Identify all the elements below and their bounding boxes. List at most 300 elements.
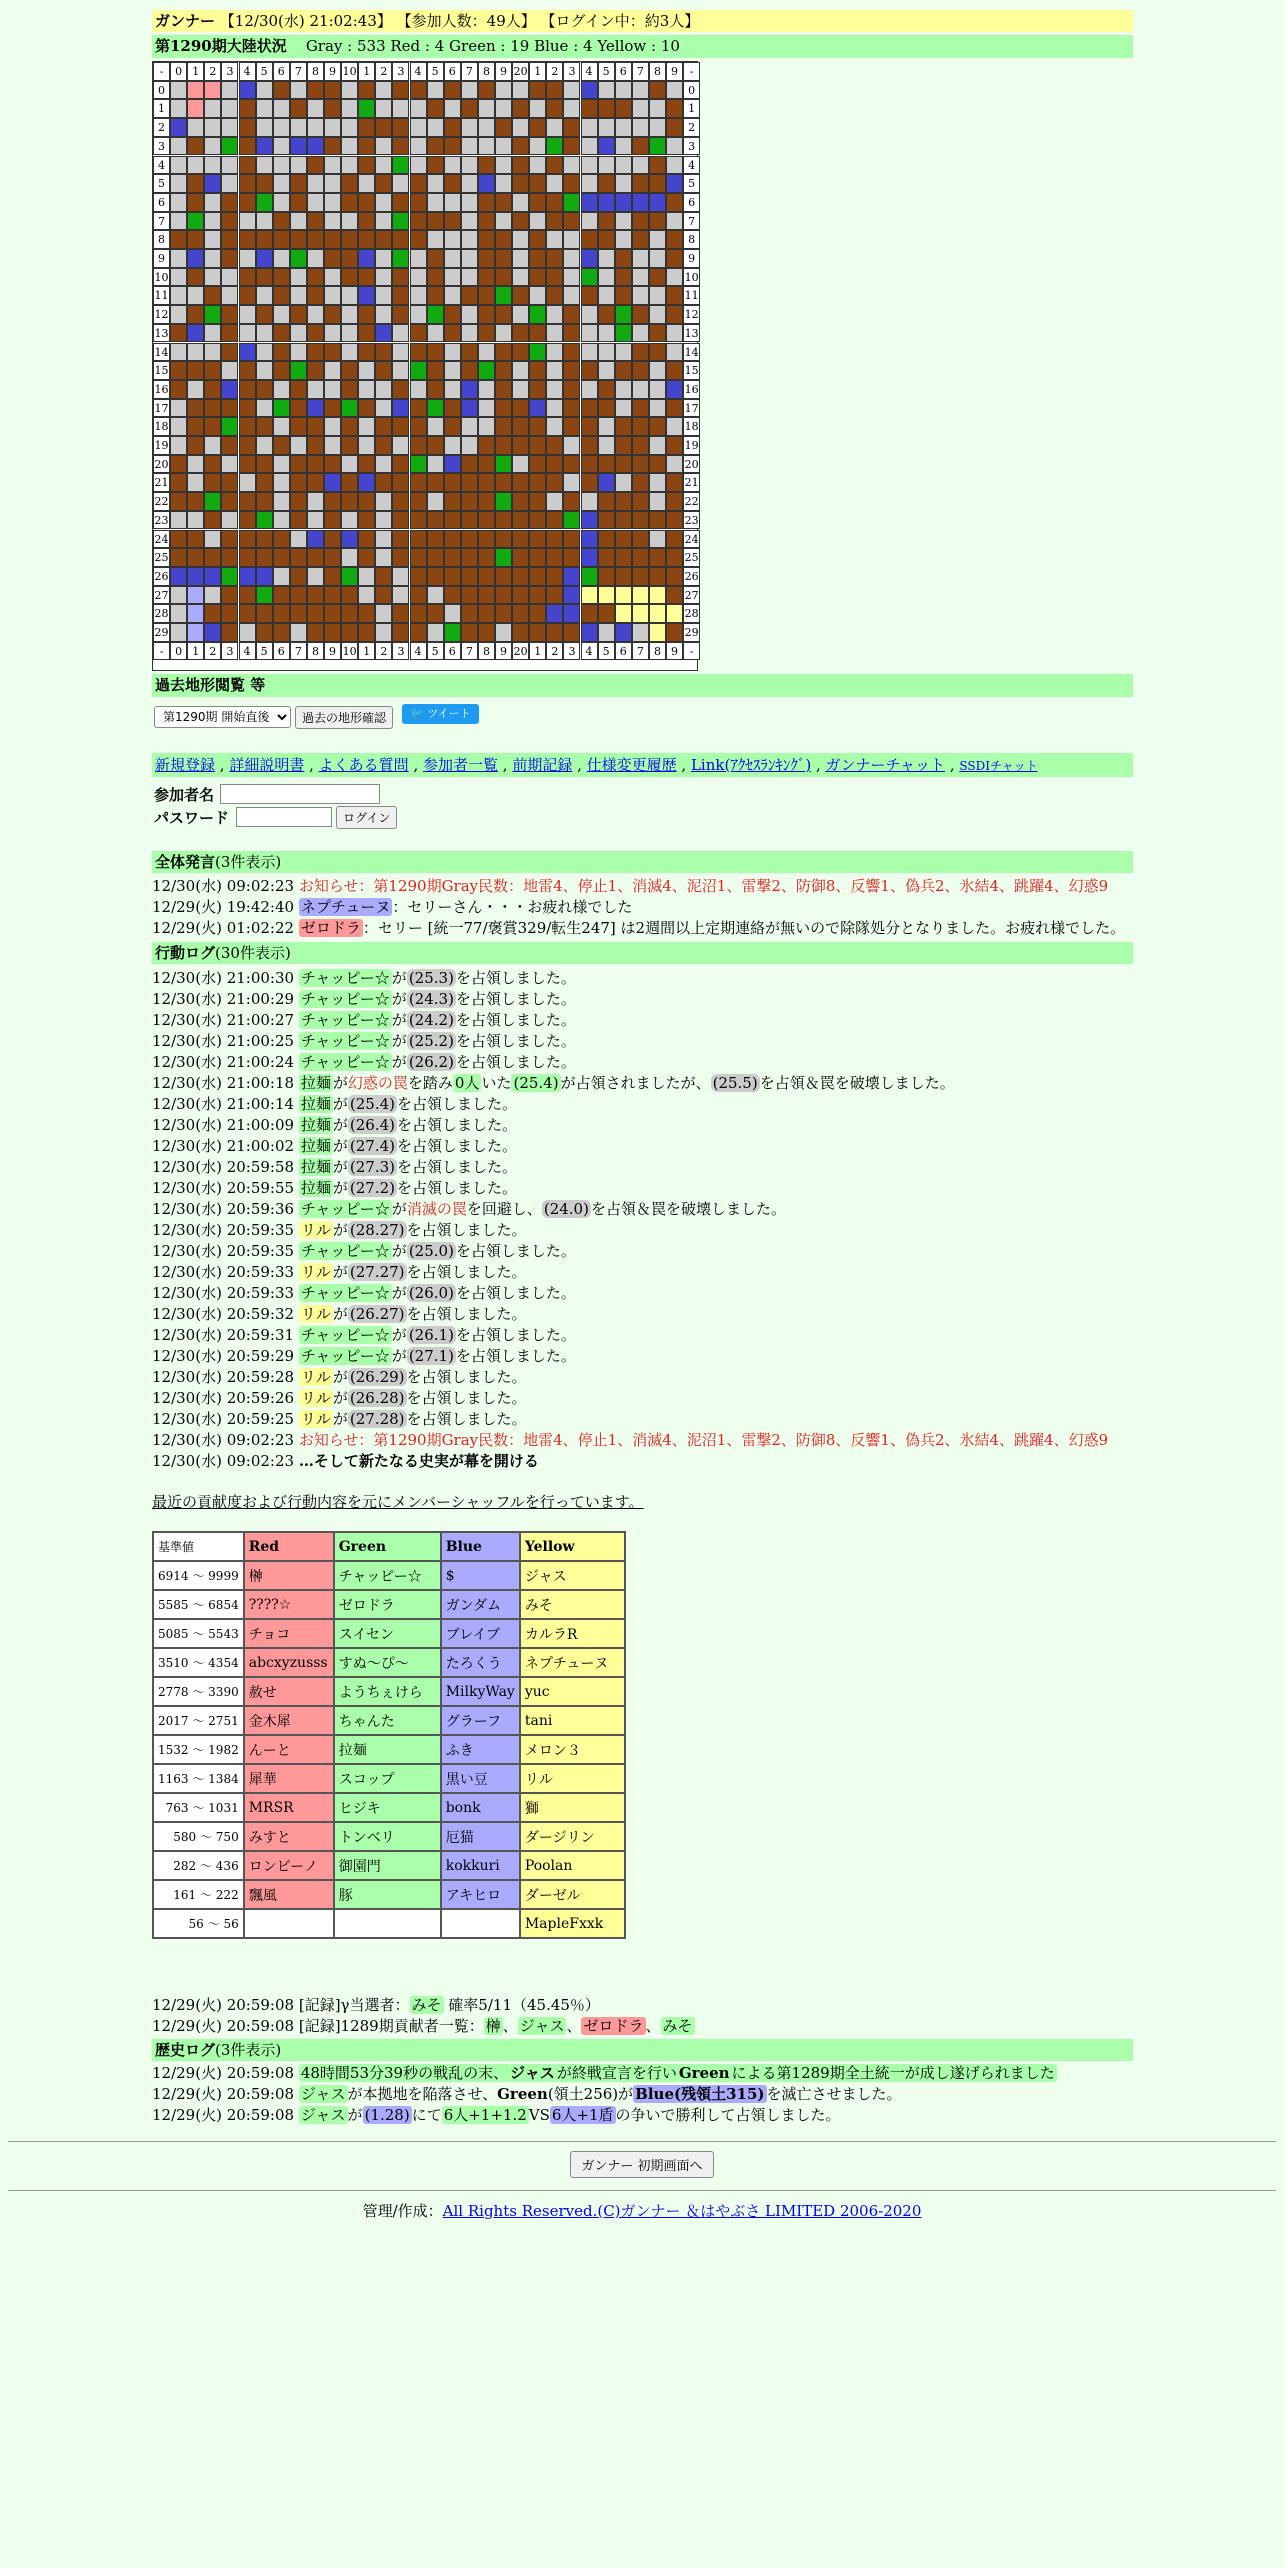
map-cell (221, 455, 238, 474)
timestamp: 12/30(水) 21:00:25 (152, 1032, 299, 1050)
action-log-title: 行動ログ (155, 944, 216, 962)
map-cell (546, 586, 563, 605)
messages-title: 全体発言 (155, 853, 216, 871)
map-cell (239, 249, 256, 268)
login-count: 【ログイン中：約3人】 (540, 12, 700, 30)
map-cell (307, 417, 324, 436)
map-cell (529, 361, 546, 380)
map-cell (256, 193, 273, 212)
map-cell (324, 361, 341, 380)
map-cell (221, 436, 238, 455)
map-row-label: 10 (683, 268, 700, 287)
log-text: 拉麺 (300, 1095, 331, 1113)
map-cell (581, 548, 598, 567)
log-text: が (332, 1389, 348, 1407)
timestamp: 12/30(水) 20:59:35 (152, 1242, 299, 1260)
log-text: ジャス (519, 2017, 565, 2035)
nav-link[interactable]: ガンナーチャット (825, 756, 946, 774)
map-row-label: 15 (153, 361, 170, 380)
map-col-label: 20 (512, 642, 529, 661)
map-cell (341, 511, 358, 530)
map-cell (375, 530, 392, 549)
map-cell (649, 118, 666, 137)
member-cell: 厄猫 (441, 1822, 520, 1851)
map-cell (221, 249, 238, 268)
map-cell (273, 473, 290, 492)
map-cell (427, 361, 444, 380)
map-cell (273, 212, 290, 231)
map-cell (563, 174, 580, 193)
map-cell (598, 324, 615, 343)
map-cell (495, 99, 512, 118)
map-col-label: 6 (615, 642, 632, 661)
map-cell (239, 586, 256, 605)
map-cell (290, 156, 307, 175)
credit-link[interactable]: All Rights Reserved.(C)ガンナー ＆はやぶさ LIMITED 2006-2020 (442, 2202, 922, 2220)
map-cell (358, 268, 375, 287)
member-cell: リル (520, 1764, 625, 1793)
map-cell (324, 137, 341, 156)
map-cell (615, 174, 632, 193)
map-cell (290, 623, 307, 642)
map-cell (204, 548, 221, 567)
map-cell (392, 343, 409, 362)
map-cell (632, 212, 649, 231)
map-cell (495, 399, 512, 418)
map-cell (375, 81, 392, 100)
map-cell (632, 567, 649, 586)
map-cell (495, 511, 512, 530)
map-cell (512, 604, 529, 623)
map-cell (529, 623, 546, 642)
log-text: 拉麺 (300, 1137, 331, 1155)
map-cell (478, 174, 495, 193)
login-button[interactable]: ログイン (336, 806, 397, 829)
map-cell (324, 530, 341, 549)
map-cell (615, 567, 632, 586)
status-title: 第1290期大陸状況 (155, 37, 287, 55)
map-cell (341, 268, 358, 287)
action-log-row (152, 1430, 1133, 1451)
map-cell (375, 455, 392, 474)
map-cell (495, 586, 512, 605)
map-cell (666, 530, 683, 549)
map-cell (512, 81, 529, 100)
map-cell (204, 380, 221, 399)
map-col-label: 3 (221, 642, 238, 661)
log-text: 、 (566, 2017, 582, 2035)
log-text: (27.27) (349, 1263, 405, 1281)
table-row (153, 1648, 625, 1677)
action-log-row (152, 1388, 1133, 1409)
nav-link[interactable]: 仕様変更履歴 (586, 756, 677, 774)
map-cell (461, 455, 478, 474)
threshold-cell: 1532 ～ 1982 (153, 1735, 244, 1764)
map-cell (666, 305, 683, 324)
map-cell (478, 623, 495, 642)
map-cell (598, 492, 615, 511)
log-text: お知らせ：第1290期Gray民数：地雷4、停止1、消滅4、泥沼1、雷撃2、防御8、反響1、偽兵2、氷結4、跳躍4、幻惑9 (298, 877, 1109, 895)
map-cell (239, 305, 256, 324)
map-cell (239, 193, 256, 212)
map-cell (410, 212, 427, 231)
map-cell (290, 604, 307, 623)
map-cell (546, 156, 563, 175)
map-cell (529, 343, 546, 362)
table-row (153, 1764, 625, 1793)
log-text: が (391, 1053, 407, 1071)
map-cell (444, 305, 461, 324)
map-cell (632, 230, 649, 249)
member-cell (244, 1909, 334, 1938)
map-cell (666, 118, 683, 137)
map-cell (170, 81, 187, 100)
map-cell (392, 305, 409, 324)
name-input[interactable] (220, 784, 380, 804)
past-map-title: 過去地形閲覧 等 (155, 676, 266, 694)
map-col-label: 7 (290, 62, 307, 81)
map-cell (273, 193, 290, 212)
map-cell (410, 417, 427, 436)
member-cell: カルラR (520, 1619, 625, 1648)
map-row-label: 14 (153, 343, 170, 362)
member-cell: ちゃんた (334, 1706, 441, 1735)
log-text: (26.27) (349, 1305, 405, 1323)
map-cell (649, 249, 666, 268)
map-cell (204, 492, 221, 511)
log-text: が (332, 1368, 348, 1386)
map-cell (563, 118, 580, 137)
map-cell (666, 137, 683, 156)
timestamp: 12/30(水) 20:59:58 (152, 1158, 299, 1176)
map-row-label: 15 (683, 361, 700, 380)
nav-link[interactable]: 前期記録 (512, 756, 573, 774)
map-cell (512, 99, 529, 118)
map-cell (256, 436, 273, 455)
timestamp: 12/30(水) 21:00:30 (152, 969, 299, 987)
map-cell (410, 455, 427, 474)
participant-count: 【参加人数：49人】 (396, 12, 536, 30)
map-row-label: 18 (683, 417, 700, 436)
map-cell (546, 268, 563, 287)
nav-link[interactable]: SSDIチャット (959, 759, 1038, 773)
map-cell (546, 286, 563, 305)
map-row-label: 17 (683, 399, 700, 418)
map-col-label: 9 (324, 642, 341, 661)
timestamp: 12/30(水) 20:59:26 (152, 1389, 299, 1407)
message-row (152, 897, 1133, 918)
map-cell (563, 193, 580, 212)
map-cell (410, 343, 427, 362)
map-cell (598, 455, 615, 474)
map-col-label: 5 (427, 62, 444, 81)
map-cell (410, 492, 427, 511)
map-cell (307, 455, 324, 474)
map-cell (273, 417, 290, 436)
map-col-label: 9 (495, 642, 512, 661)
map-cell (546, 249, 563, 268)
map-cell (410, 230, 427, 249)
nav-separator: , (676, 756, 691, 774)
map-cell (187, 193, 204, 212)
map-cell (495, 548, 512, 567)
map-cell (444, 268, 461, 287)
map-cell (358, 623, 375, 642)
map-cell (256, 137, 273, 156)
history-title: 歴史ログ (155, 2041, 216, 2059)
map-cell (563, 455, 580, 474)
nav-separator: , (945, 756, 960, 774)
map-cell (410, 623, 427, 642)
map-cell (324, 305, 341, 324)
timestamp: 12/29(火) 20:59:08 (152, 2064, 299, 2082)
map-col-label: 6 (444, 642, 461, 661)
map-cell (239, 174, 256, 193)
map-cell (170, 586, 187, 605)
map-cell (307, 399, 324, 418)
nav-link[interactable]: よくある質問 (318, 756, 409, 774)
map-cell (666, 268, 683, 287)
log-text: 拉麺 (300, 1116, 331, 1134)
map-cell (256, 249, 273, 268)
map-cell (478, 361, 495, 380)
map-cell (581, 193, 598, 212)
map-cell (273, 174, 290, 193)
map-cell (478, 230, 495, 249)
map-cell (204, 118, 221, 137)
map-cell (170, 286, 187, 305)
map-row-label: 22 (153, 492, 170, 511)
map-cell (239, 492, 256, 511)
password-input[interactable] (236, 807, 332, 827)
map-cell (307, 361, 324, 380)
map-cell (307, 623, 324, 642)
map-row-label: 6 (683, 193, 700, 212)
map-cell (512, 623, 529, 642)
map-cell (375, 567, 392, 586)
action-log-row (152, 1346, 1133, 1367)
nav-link[interactable]: 詳細説明書 (229, 756, 305, 774)
map-cell (341, 548, 358, 567)
map-cell (632, 380, 649, 399)
map-cell (615, 492, 632, 511)
map-cell (512, 324, 529, 343)
map-row-label: 25 (683, 548, 700, 567)
map-cell (512, 286, 529, 305)
map-cell (666, 230, 683, 249)
map-cell (649, 399, 666, 418)
map-cell (615, 137, 632, 156)
map-cell (598, 417, 615, 436)
map-cell (666, 156, 683, 175)
map-row-label: 11 (683, 286, 700, 305)
map-cell (666, 455, 683, 474)
timestamp: 12/30(水) 20:59:35 (152, 1221, 299, 1239)
home-button[interactable]: ガンナー 初期画面へ (570, 2151, 713, 2178)
past-map-confirm-button[interactable]: 過去の地形確認 (295, 706, 393, 729)
map-cell (221, 99, 238, 118)
map-cell (615, 343, 632, 362)
map-cell (444, 156, 461, 175)
map-cell (615, 268, 632, 287)
log-text: 6人+1+1.2 (443, 2106, 527, 2124)
map-cell (324, 567, 341, 586)
map-cell (563, 268, 580, 287)
member-cell: ガンダム (441, 1590, 520, 1619)
map-cell (324, 249, 341, 268)
log-text: を占領しました。 (455, 1242, 576, 1260)
status-bar (152, 35, 1133, 58)
action-log-list (152, 968, 1133, 1472)
map-cell (632, 511, 649, 530)
map-cell (461, 212, 478, 231)
threshold-cell: 580 ～ 750 (153, 1822, 244, 1851)
map-cell (221, 567, 238, 586)
nav-link[interactable]: 新規登録 (155, 756, 216, 774)
map-cell (256, 81, 273, 100)
log-text: を占領しました。 (406, 1368, 527, 1386)
map-cell (392, 623, 409, 642)
map-cell (170, 137, 187, 156)
map-cell (615, 118, 632, 137)
map-cell (427, 436, 444, 455)
map-cell (666, 417, 683, 436)
map-row-label: 13 (153, 324, 170, 343)
map-cell (358, 473, 375, 492)
map-cell (512, 305, 529, 324)
map-cell (581, 417, 598, 436)
map-cell (427, 286, 444, 305)
log-text: が (391, 1242, 407, 1260)
map-cell (392, 455, 409, 474)
messages-bar (152, 851, 1133, 873)
map-cell (615, 548, 632, 567)
map-cell (187, 212, 204, 231)
map-cell (495, 417, 512, 436)
map-cell (529, 548, 546, 567)
map-cell (598, 268, 615, 287)
log-text: が (332, 1179, 348, 1197)
log-text: (27.28) (349, 1410, 405, 1428)
map-cell (204, 417, 221, 436)
map-cell (341, 249, 358, 268)
map-cell (307, 567, 324, 586)
map-cell (358, 492, 375, 511)
map-cell (204, 81, 221, 100)
map-cell (495, 604, 512, 623)
log-text: 消滅の罠 (406, 1200, 467, 1218)
map-col-label: 1 (529, 642, 546, 661)
map-cell (273, 586, 290, 605)
map-cell (290, 399, 307, 418)
map-cell (392, 268, 409, 287)
log-text: 榊 (485, 2017, 501, 2035)
map-cell (187, 511, 204, 530)
map-cell (529, 586, 546, 605)
map-cell (563, 436, 580, 455)
action-log-row (152, 968, 1133, 989)
nav-link[interactable]: 参加者一覧 (422, 756, 498, 774)
map-cell (410, 511, 427, 530)
map-cell (478, 436, 495, 455)
map-cell (290, 193, 307, 212)
map-cell (290, 137, 307, 156)
map-cell (632, 81, 649, 100)
map-cell (307, 492, 324, 511)
nav-link[interactable]: Link(ｱｸｾｽﾗﾝｷﾝｸﾞ) (690, 756, 812, 774)
map-cell (256, 305, 273, 324)
map-cell (529, 174, 546, 193)
map-cell (632, 361, 649, 380)
log-text: が (332, 1158, 348, 1176)
map-cell (546, 530, 563, 549)
past-map-bar (152, 674, 1133, 697)
tweet-label: ツイート (427, 707, 471, 720)
map-cell (478, 567, 495, 586)
map-cell (512, 548, 529, 567)
log-text: が (332, 1137, 348, 1155)
map-cell (410, 399, 427, 418)
action-log-row (152, 1052, 1133, 1073)
threshold-cell: 5085 ～ 5543 (153, 1619, 244, 1648)
map-cell (632, 137, 649, 156)
member-cell: ジャス (520, 1561, 625, 1590)
map-cell (495, 623, 512, 642)
map-cell (375, 174, 392, 193)
map-cell (444, 343, 461, 362)
map-cell (495, 118, 512, 137)
action-log-row (152, 1136, 1133, 1157)
map-cell (290, 249, 307, 268)
map-cell (273, 436, 290, 455)
map-cell (256, 156, 273, 175)
map-col-label: 4 (581, 62, 598, 81)
map-cell (563, 305, 580, 324)
tweet-button[interactable] (402, 703, 479, 724)
map-col-label: 6 (273, 62, 290, 81)
map-row-label: 23 (683, 511, 700, 530)
map-cell (221, 268, 238, 287)
map-cell (341, 212, 358, 231)
map-cell (666, 249, 683, 268)
map-cell (307, 156, 324, 175)
map-cell (307, 586, 324, 605)
map-cell (358, 249, 375, 268)
map-cell (427, 399, 444, 418)
period-select[interactable] (154, 706, 291, 728)
map-cell (529, 81, 546, 100)
threshold-cell: 763 ～ 1031 (153, 1793, 244, 1822)
map-cell (529, 268, 546, 287)
map-cell (546, 174, 563, 193)
member-cell: トンベリ (334, 1822, 441, 1851)
threshold-cell: 161 ～ 222 (153, 1880, 244, 1909)
map-cell (341, 99, 358, 118)
map-cell (187, 324, 204, 343)
map-cell (632, 249, 649, 268)
map-cell (307, 286, 324, 305)
map-cell (427, 417, 444, 436)
map-cell (341, 530, 358, 549)
map-cell (410, 530, 427, 549)
map-cell (290, 436, 307, 455)
shuffle-header: Blue (441, 1532, 520, 1561)
map-cell (221, 380, 238, 399)
map-col-label: 3 (392, 62, 409, 81)
timestamp: 12/30(水) 20:59:33 (152, 1263, 299, 1281)
map-cell (221, 530, 238, 549)
map-cell (495, 567, 512, 586)
